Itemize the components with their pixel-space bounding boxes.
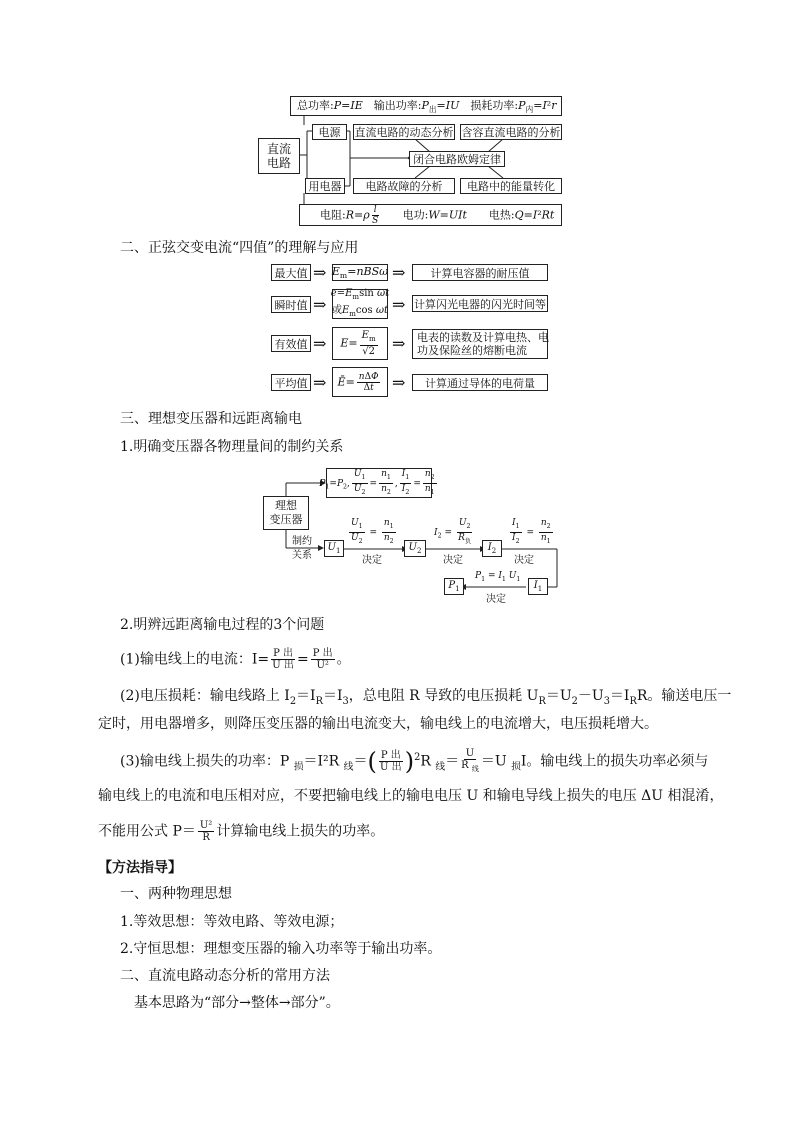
double-arrow-icon: ⇒ <box>392 334 406 353</box>
voltage-ratio-eq: $\frac{U_1}{U_2}$ = $\frac{n_1}{n_2}$ <box>351 518 394 545</box>
constraint-label-2: 关系 <box>292 550 312 561</box>
section-heading-ac: 二、正弦交变电流“四值”的理解与应用 <box>120 240 359 256</box>
node-i1-label: $I_1$ <box>533 580 543 593</box>
decide-label-2: 决定 <box>443 555 463 566</box>
double-arrow-icon: ⇒ <box>313 373 327 392</box>
method-two-ideas: 一、两种物理思想 <box>120 886 232 902</box>
decide-label-3: 决定 <box>514 555 534 566</box>
energy-conversion-label: 电路中的能量转化 <box>467 180 555 193</box>
effective-value-usage-1: 电表的读数及计算电热、电 <box>417 331 549 344</box>
instant-value-formula-1: $e=E_m\sin$ ωt <box>330 288 390 301</box>
method-guidance-heading: 【方法指导】 <box>98 860 182 876</box>
method-equivalence: 1.等效思想：等效电路、等效电源； <box>120 914 344 930</box>
effective-value-label: 有效值 <box>274 337 308 351</box>
capacitor-analysis-label: 含容直流电路的分析 <box>461 126 561 139</box>
resistance-formula: 电阻:R=ρ $\frac{l}{S}$ 电功:W=UIt 电热:Q=I²Rt <box>320 204 555 226</box>
current-ratio-eq: $\frac{I_1}{I_2}$ = $\frac{n_2}{n_1}$ <box>512 518 551 545</box>
dynamic-analysis-label: 直流电路的动态分析 <box>354 126 454 139</box>
average-value-usage: 计算通过导体的电荷量 <box>425 376 535 390</box>
fault-analysis-label: 电路故障的分析 <box>365 180 443 193</box>
constraint-label-1: 制约 <box>292 536 312 547</box>
double-arrow-icon: ⇒ <box>392 263 406 282</box>
node-u2-label: $U_2$ <box>408 542 422 555</box>
max-value-label: 最大值 <box>274 266 308 280</box>
node-u2 <box>404 540 426 557</box>
paragraph-voltage-loss-1: (2)电压损耗：输电线路上 $I_2=I_R=I_3$，总电阻 R 导致的电压损耗 $U_R=U_2-U_3=I_RR$。输送电压一 <box>120 688 732 707</box>
power-ratio-formula: $P_1=P_2$, $\frac{U_1}{U_2}$ = $\frac{n_1}{n_2}$ , $\frac{I_1}{I_2}$ = $\frac{n_2}{n_1}$ <box>319 468 435 496</box>
double-arrow-icon: ⇒ <box>313 334 327 353</box>
instant-value-label: 瞬时值 <box>274 298 308 312</box>
paragraph-power-loss-3: 不能用公式 P＝ $\frac{\text{U²}}{R}$ 计算输电线上损失的功率。 <box>98 820 385 843</box>
node-u1-label: $U_1$ <box>327 542 341 555</box>
method-conservation: 2.守恒思想：理想变压器的输入功率等于输出功率。 <box>120 941 442 957</box>
effective-value-formula: E= $\frac{E_m}{√2}$ <box>340 330 376 357</box>
dc-circuit-label-2: 电路 <box>266 156 291 170</box>
power-p1-eq: $P_1 = I_1$ $U_1$ <box>475 571 521 583</box>
average-value-formula: Ē= $\frac{\text{nΔΦ}}{\Delta t}$ <box>337 371 379 393</box>
instant-value-usage: 计算闪光电器的闪光时间等 <box>414 297 546 311</box>
method-basic-approach: 基本思路为“部分→整体→部分”。 <box>134 995 340 1011</box>
node-p1-label: $P_1$ <box>448 580 460 593</box>
item-long-distance: 2.明辨远距离输电过程的3个问题 <box>120 617 325 633</box>
node-i1 <box>528 578 548 595</box>
constraint-relation-label <box>292 535 312 563</box>
decide-label-1: 决定 <box>362 555 382 566</box>
paragraph-voltage-loss-2: 定时，用电器增多，则降压变压器的输出电流变大，输电线上的电流增大，电压损耗增大。 <box>98 716 658 732</box>
node-i2 <box>482 540 502 557</box>
dc-circuit-label-1: 直流 <box>266 142 291 156</box>
double-arrow-icon: ⇒ <box>392 373 406 392</box>
node-u1 <box>324 540 344 557</box>
current-i2-eq: $I_2$ = $\frac{U_2}{R_负}$ <box>434 518 472 545</box>
max-value-formula: $E_m=nBS\omega$ <box>331 264 389 281</box>
decide-label-4: 决定 <box>486 594 506 605</box>
node-i2-label: $I_2$ <box>487 542 497 555</box>
node-p1 <box>444 578 464 595</box>
paragraph-power-loss-2: 输电线上的电流和电压相对应，不要把输电线上的输电电压 U 和输电导线上损失的电压 ΔU 相混淆， <box>98 788 724 804</box>
paragraph-power-loss-1: (3)输电线上损失的功率：P $_损$＝I²R $_线$＝( $\frac{\text{P 出}}{\text{U 出}}$ )$^2$R $_线$＝ $\frac{U}{R _线}$ ＝U $_损$I。输电线上的损失功率必须与 <box>120 747 709 776</box>
ideal-transformer-label-2: 变压器 <box>269 513 303 526</box>
method-dc-dynamic: 二、直流电路动态分析的常用方法 <box>120 968 330 984</box>
total-power-formula: 总功率:P=IE 输出功率$:P_出=IU$ 损耗功率$:P_内=I^2r$ <box>297 98 557 115</box>
ideal-transformer-box <box>263 496 309 530</box>
section-heading-transformer: 三、理想变压器和远距离输电 <box>120 411 302 427</box>
ohm-law-label: 闭合电路欧姆定律 <box>413 153 501 166</box>
ideal-transformer-label-1: 理想 <box>275 499 297 512</box>
power-ratio-formula-box <box>319 468 435 498</box>
double-arrow-icon: ⇒ <box>313 295 327 314</box>
appliance-label: 用电器 <box>308 180 342 193</box>
max-value-usage: 计算电容器的耐压值 <box>430 266 530 280</box>
effective-value-usage-2: 功及保险丝的熔断电流 <box>417 344 527 357</box>
paragraph-current: (1)输电线上的电流：I= $\frac{\text{P 出}}{\text{U 出}}$ = $\frac{\text{P 出}}{\text{U²}}$ 。 <box>120 648 351 671</box>
power-source-label: 电源 <box>318 126 341 139</box>
double-arrow-icon: ⇒ <box>313 263 327 282</box>
average-value-label: 平均值 <box>274 376 308 390</box>
double-arrow-icon: ⇒ <box>392 295 406 314</box>
instant-value-formula-2: 或$E_m\cos$ ωt <box>331 305 389 318</box>
item-constraint-relation: 1.明确变压器各物理量间的制约关系 <box>120 439 344 455</box>
